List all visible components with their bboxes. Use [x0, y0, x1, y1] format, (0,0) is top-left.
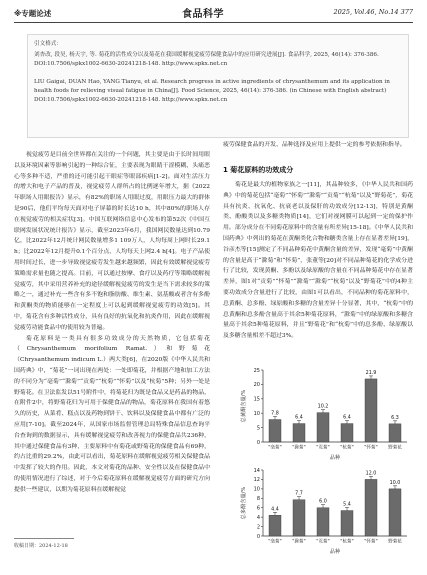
paragraph: 菊花是最大的植物家族之一[11]，其品种较多，《中华人民共和国药典》中的菊花包括“亳菊”“怀菊”“滁菊”“贡菊”“杭菊”以及“野菊花”，菊花具有抗炎、抗氧化、抗衰老以及保肝的功效成分[12-13]，特别是黄酮类、酚酸类以及多糖类物质[14]，它们对视网膜可以起到一定的保护作用。部分成分在不同菊花原料中的含量有所差异[15-18]。《中华人民共和国药典》中列出的菊花在黄酮类化合物和糖类含量上存在显著差异[19]，谷彦杰等[15]测定了不同品种菊花中黄酮含量的差异，发现“毫菊”中黄酮的含量是高于“滁菊”和“怀菊”，张董等[20]对不同品种菊花的化学成分进行了比较，发现黄酮、多酚以及绿原酸的含量在不同品种菊花中存在显著差异，图1对“贡菊”“怀菊”“滁菊”“滁菊”“杭菊”以及“野菊花”中的4种主要功效成分含量进行了比较，由图1可以看出，不同品种的菊花原料中，总黄酮、总多酚、绿原酸和多糖的含量差异十分显著，其中，“杭菊”中的总黄酮和总多酚含量高于其余5种菊花原料，“滁菊”中的绿原酸和多糖含量高于其余5种菊花原料，并且“野菊花”和“杭菊”中的总多酚、绿原酸以及多糖含量相差不超过3%。 [223, 182, 413, 340]
y-tick-label: 4 [256, 514, 260, 521]
bar [317, 508, 329, 536]
data-label: 4.4 [271, 507, 279, 513]
y-tick-label: 15 [253, 396, 260, 403]
chart-total-flavonoids [223, 364, 413, 462]
y-tick-label: 0 [256, 439, 260, 446]
y-axis-label: 总黄酮含量/% [241, 389, 247, 423]
y-tick-label: 6 [256, 505, 260, 512]
chart-total-polyphenols [223, 464, 413, 556]
bar [317, 413, 329, 442]
x-tick-label: "杭菊" [340, 539, 354, 545]
bar [293, 424, 305, 442]
y-axis-label: 总多酚含量/% [241, 486, 247, 520]
right-column [223, 180, 413, 342]
data-label: 7.8 [271, 411, 279, 417]
data-label: 5.4 [343, 502, 351, 508]
x-axis-label: 品种 [329, 549, 341, 555]
citation-en: LIU Gaigai, DUAN Hao, YANG Tianyu, et al. Research progress in active ingredients of chrysanthemum and its application in health foods for relieving visual fatigue in China[J]. Food Science, 2025, 46(14): 376-386. (in Chinese with English abstract) DOI:10.7506/spkx1002-6630-20241218-148. http://www.spkx.net.cn [34, 79, 390, 103]
x-tick-label: "亳菊" [268, 539, 282, 545]
issue-info: 2025, Vol.46, No.14 377 [333, 8, 413, 16]
data-label: 6.4 [343, 415, 351, 421]
x-tick-label: "贡菊" [316, 539, 330, 545]
x-tick-label: "怀菊" [364, 539, 378, 545]
x-tick-label: "怀菊" [364, 445, 378, 451]
footnote: 收稿日期：2024-12-18 [14, 543, 68, 549]
y-tick-label: 2 [256, 524, 260, 531]
data-label: 6.4 [295, 415, 303, 421]
bar [341, 511, 353, 536]
journal-logo: 食品科学 [182, 9, 224, 20]
left-column [14, 150, 210, 496]
footnote-rule [14, 538, 74, 539]
paragraph: 视觉疲劳是目前全世界都在关注的一个问题，其主要是由于长时间用眼以及环境因素等影响引起的一种综合征，主要表现为眼睛干涩模糊、头痛恶心等多种不适，严重的还可能引起干眼症等眼部疾病[1-2]。面对生活压力的增大和电子产品的普及，视觉疲劳人群所占的比例逐年增大，据《2022年职场人用眼报告》显示，有82%的职场人用眼过度，用眼压力最大的群体是90后，他们平均每天面对电子屏幕的时长达10 h，其中80%的职场人存在视觉疲劳的相关症状[3]。中国互联网络信息中心发布的第52次《中国互联网发展状况统计报告》显示，截至2023年6月，我国网民数量达到10.79亿，比2022年12月统计网民数量增多1 109万人，人均每周上网时长29.1 h；比2022年12月提升0.1个百分点，人均每天上网2.4 h[4]。电子产品使用时间过长，进一步导致视觉疲劳发生越来越频繁，因此有效缓解视觉疲劳策略需求量也随之提高。目前，可以通过按摩、食疗以及药疗等策略缓解视觉疲劳，其中采用营养补充的途径缓解视觉疲劳的发生是当下需求较多的策略之一，通过补充一些含有多不饱和脂肪酸、维生素、氨基酸或者含有多酚和黄酮类的物质能够在一定程度上可以起到缓解视觉疲劳的功效[5]。其中，菊花含有多种活性成分，具有良好的抗氧化和抗炎作用，因此在缓解视觉疲劳功能食品中的使用较为普遍。 [14, 152, 210, 331]
paragraph: 疲劳保健食品的开发、品种选择及应用上提供一定的参考依据和指导。 [223, 142, 406, 148]
citation-cn: 刘杏改, 段昊, 杨天宇, 等. 菊花的活性成分以及菊花在我国缓解视觉疲劳保健食品中的应用研究进展[J]. 食品科学, 2025, 46(14): 376-386. DOI:10.7506/spkx1002-6630-20241218-148. http://www.spkx.net.cn [34, 52, 379, 67]
bar [365, 379, 377, 442]
x-tick-label: "亳菊" [268, 445, 282, 451]
y-tick-label: 8 [256, 496, 260, 503]
bar [389, 489, 401, 536]
section-label: ※专题论述 [14, 9, 52, 18]
y-tick-label: 20 [253, 382, 260, 389]
y-tick-label: 10 [253, 486, 260, 493]
x-tick-label: "滁菊" [292, 539, 306, 545]
data-label: 7.7 [295, 491, 303, 497]
data-label: 6.3 [391, 415, 399, 421]
x-tick-label: "贡菊" [316, 445, 330, 451]
data-label: 10.0 [389, 480, 401, 486]
bar [269, 515, 281, 536]
x-tick-label: "杭菊" [340, 445, 354, 451]
citation-box [27, 34, 409, 138]
x-tick-label: "滁菊" [292, 445, 306, 451]
x-tick-label: 野菊花 [388, 445, 402, 451]
y-tick-label: 12 [253, 477, 260, 484]
bar [269, 420, 281, 442]
bar [365, 479, 377, 536]
bar [293, 500, 305, 536]
x-tick-label: 野菊花 [388, 539, 402, 545]
bar [341, 424, 353, 442]
section-heading: 1 菊花原料的功效成分 [223, 166, 294, 174]
header-rule [14, 22, 413, 23]
citation-label: 引文格式： [34, 41, 62, 47]
y-tick-label: 5 [256, 425, 260, 432]
right-column-intro [223, 140, 413, 151]
bar [389, 424, 401, 442]
data-label: 10.2 [317, 404, 329, 410]
paragraph: 菊花原料是一类具有很多功效成分的天然物质，它包括菊花（Chrysanthemum morifolium Ramat.）和野菊花（Chrysanthemum indicum L.）两大类[6]，在2020版《中华人民共和国药典》中，“菊花”一词出现在两处：一处即菊花，并根据产地和加工方法的不同分为“亳菊”“滁菊”“贡菊”“杭菊”“怀菊”以及“杭菊”5种；另外一处是野菊花。在卫法监发以51号附件中，将菊花归为既是食品又是药品的物品，在附件2中，将野菊花归为可用于保健食品的物品，菊花原料在我国有着悠久的历史，从菜肴、糕点以及药物到饼干、饮料以及保健食品中都有广泛的应用[7-10]。截至2024年，从国家市场监督管理总局特殊食品信息查询平台查询到的数据显示，具有缓解视觉疲劳和改善视力的保健食品共236种，其中通过保健食品有3种，主要原料中有菊花或野菊花的保健食品有69种，约占比重的29.2%，由此可以看出，菊花原料在缓解视觉疲劳相关保健食品中发挥了较大的作用。因此，本文对菊花的品种、安全性以及在保健食品中的使用情况进行了综述，对于今后菊花原料在缓解视觉疲劳方面的研究方向提供一些建议，以期为菊花原料在缓解视觉 [14, 335, 210, 493]
data-label: 12.0 [365, 471, 377, 477]
y-tick-label: 25 [253, 367, 260, 374]
x-axis-label: 品种 [329, 455, 341, 461]
data-label: 6.0 [319, 499, 327, 505]
y-tick-label: 14 [253, 467, 260, 474]
data-label: 21.9 [365, 370, 377, 376]
y-tick-label: 10 [253, 411, 260, 417]
y-tick-label: 0 [256, 533, 260, 540]
